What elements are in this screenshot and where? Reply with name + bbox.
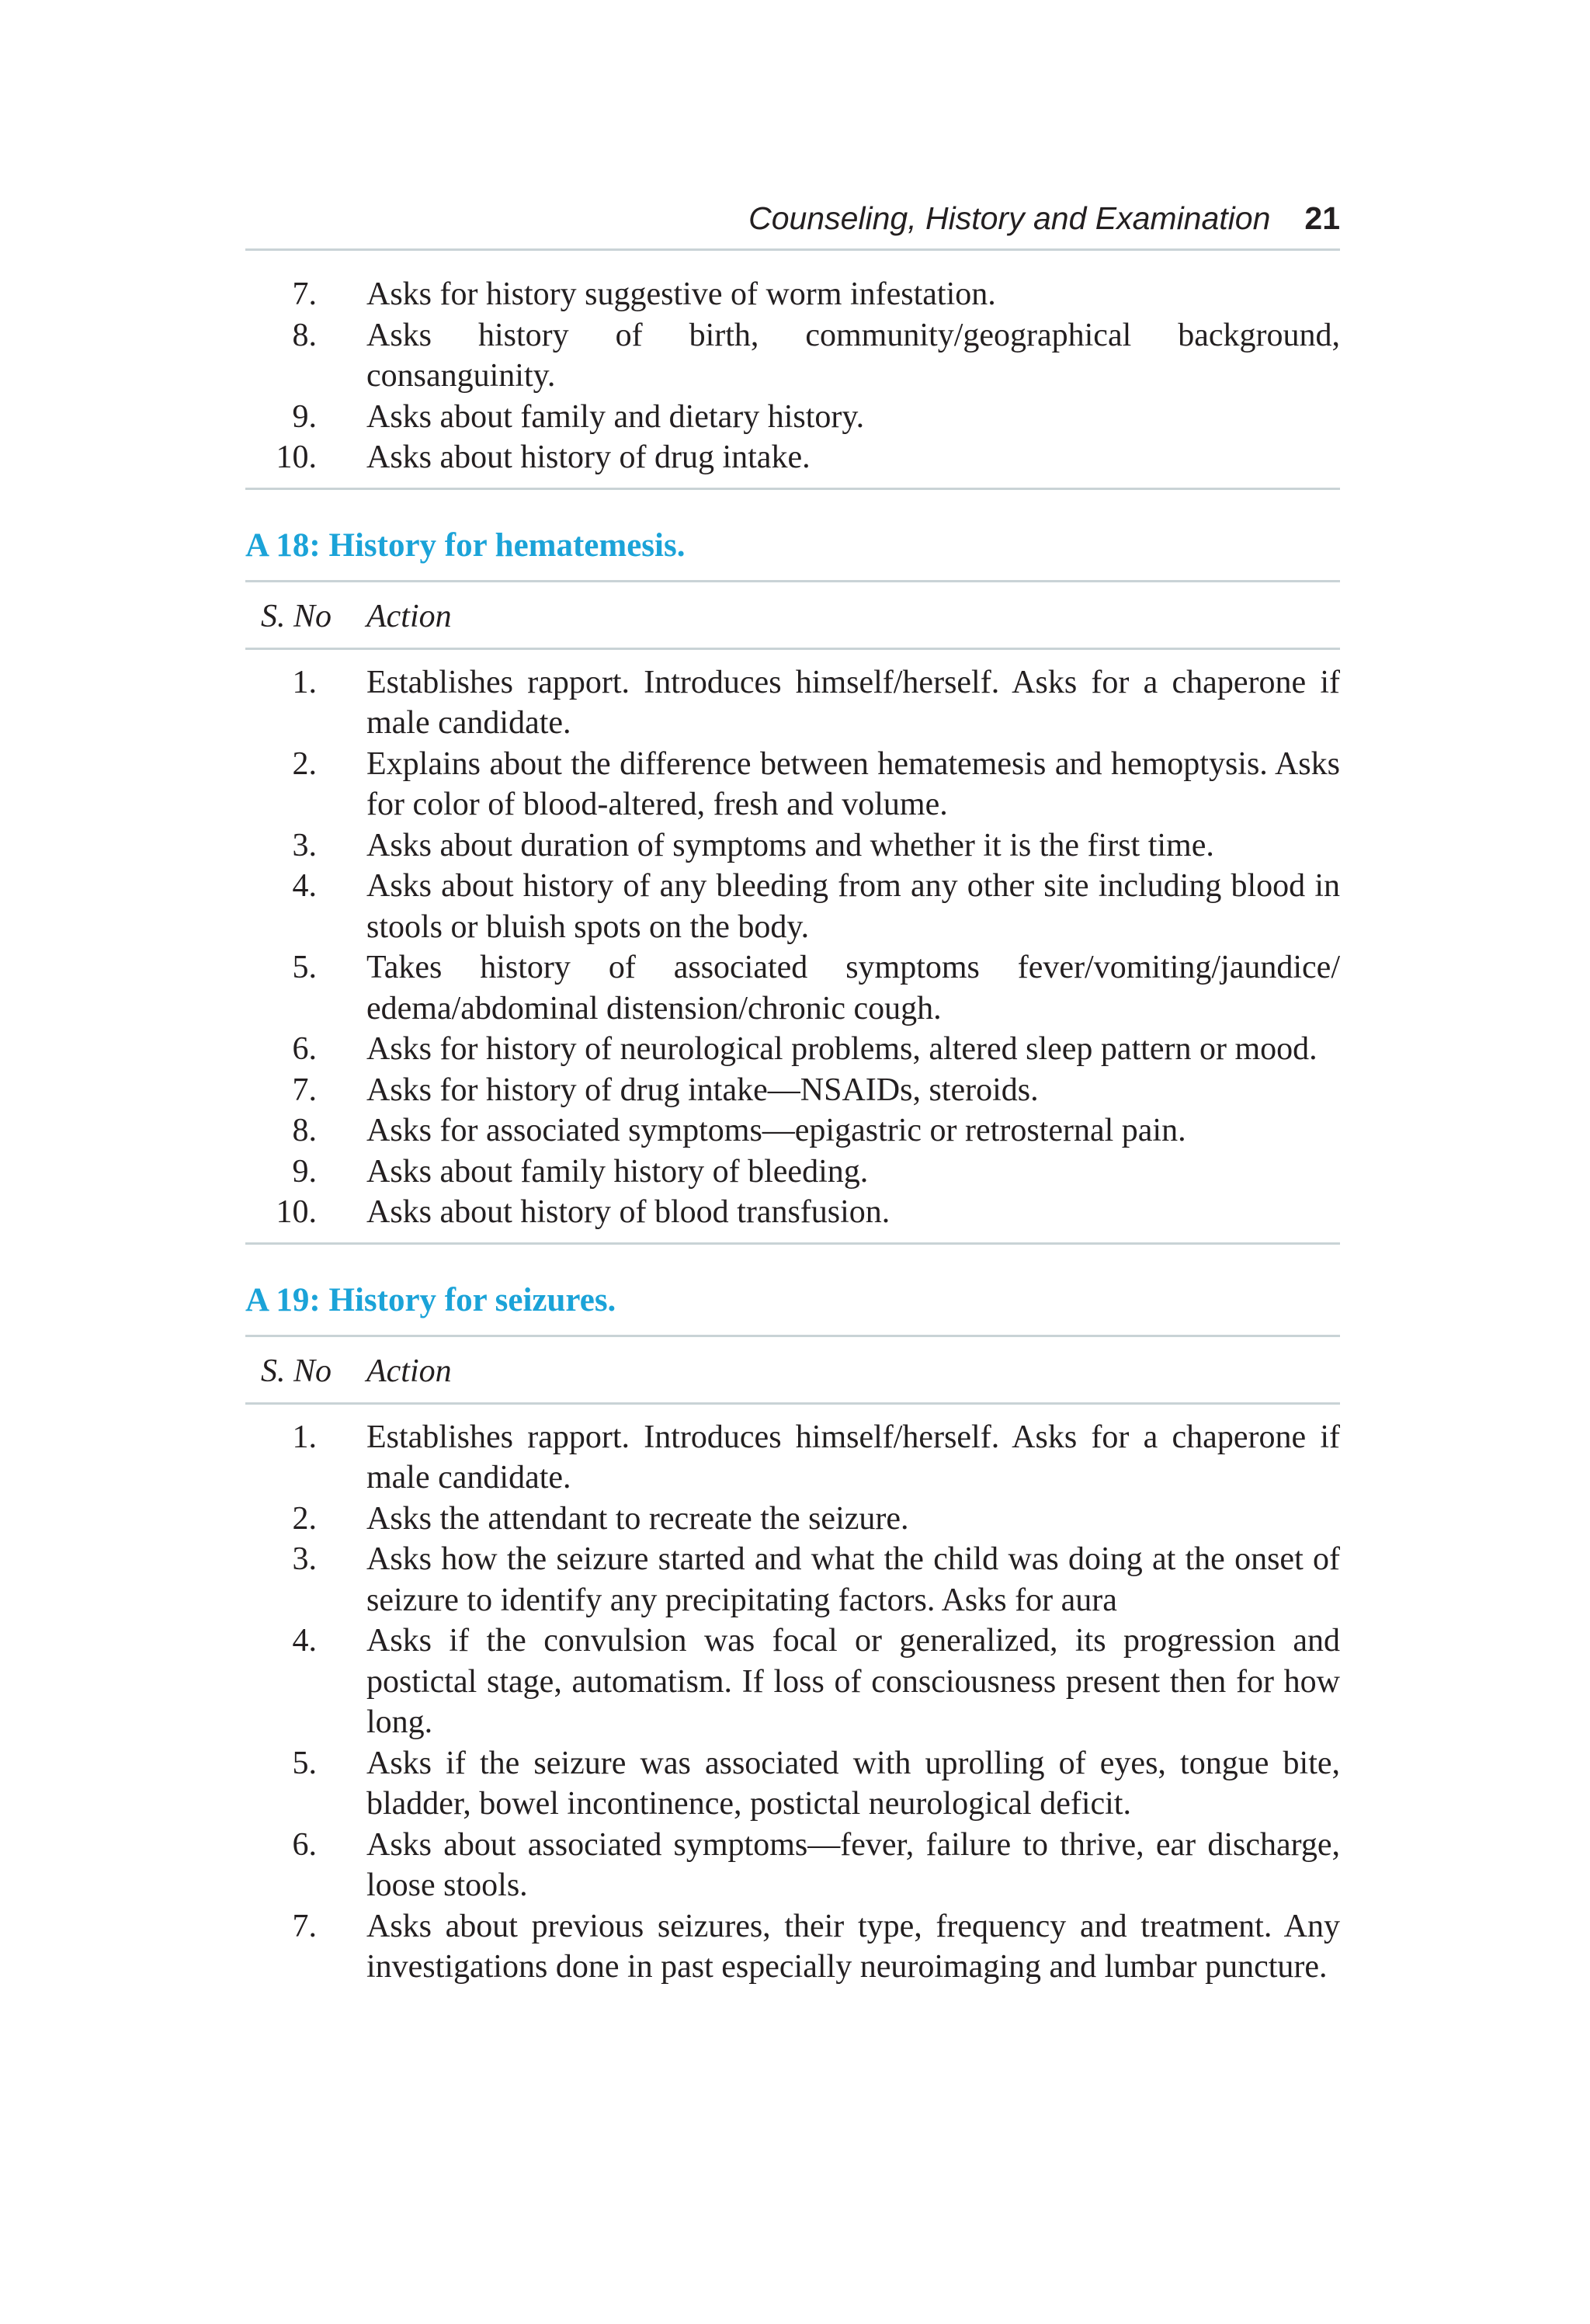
column-header-action: Action — [366, 1353, 452, 1389]
item-text: Asks for associated symptoms—epigastric or retrosternal pain. — [366, 1113, 1186, 1148]
list-item — [245, 1152, 1340, 1193]
list-item — [245, 315, 1340, 397]
column-header-sno: S. No — [261, 598, 332, 634]
item-number: 4. — [292, 1623, 317, 1659]
item-text: Asks history of birth, community/geographical background, consanguinity. — [366, 317, 1340, 394]
item-text: Asks about history of any bleeding from any other site including blood in stools or bluish spots on the body. — [366, 868, 1340, 945]
item-number: 3. — [292, 1541, 317, 1577]
book-page — [245, 194, 1340, 1997]
item-text: Asks about history of drug intake. — [366, 439, 811, 475]
item-number: 1. — [292, 1419, 317, 1455]
list-item — [245, 866, 1340, 947]
item-number: 6. — [292, 1826, 317, 1863]
item-number: 1. — [292, 664, 317, 700]
running-head-title: Counseling, History and Examination — [748, 200, 1271, 236]
list-item — [245, 1539, 1340, 1621]
item-number: 3. — [292, 827, 317, 863]
item-number: 2. — [292, 745, 317, 782]
item-text: Asks if the convulsion was focal or generalized, its progression and postictal stage, automatism. If loss of consciousness present then for how long. — [366, 1623, 1340, 1740]
item-number: 7. — [292, 1908, 317, 1944]
item-text: Takes history of associated symptoms fever/vomiting/jaundice/ edema/abdominal distension/chronic cough. — [366, 950, 1340, 1027]
item-text: Asks about duration of symptoms and whether it is the first time. — [366, 827, 1214, 863]
seizures-checklist — [245, 1405, 1340, 1997]
item-text: Asks the attendant to recreate the seizure. — [366, 1500, 909, 1537]
list-item — [245, 1192, 1340, 1233]
list-item — [245, 1906, 1340, 1988]
item-number: 9. — [292, 398, 317, 435]
item-number: 10. — [276, 1194, 317, 1230]
item-text: Asks for history of drug intake—NSAIDs, steroids. — [366, 1072, 1039, 1108]
item-number: 5. — [292, 950, 317, 985]
section-title-hematemesis: A 18: History for hematemesis. — [245, 490, 1340, 582]
item-number: 4. — [292, 868, 317, 904]
item-number: 2. — [292, 1500, 317, 1537]
list-item — [245, 825, 1340, 867]
item-text: Asks how the seizure started and what the child was doing at the onset of seizure to identify any precipitating factors. Asks for aura — [366, 1541, 1340, 1618]
item-number: 6. — [292, 1031, 317, 1067]
list-item — [245, 437, 1340, 478]
page-number: 21 — [1304, 200, 1340, 236]
list-item — [245, 1825, 1340, 1906]
list-item — [245, 1621, 1340, 1743]
list-item — [245, 947, 1340, 1029]
column-header-action: Action — [366, 598, 452, 634]
section-title-seizures: A 19: History for seizures. — [245, 1245, 1340, 1337]
item-text: Asks for history suggestive of worm infestation. — [366, 276, 996, 312]
item-number: 7. — [292, 276, 317, 312]
running-head — [245, 194, 1340, 251]
column-header-sno: S. No — [261, 1353, 332, 1389]
item-number: 5. — [292, 1745, 317, 1781]
item-number: 9. — [292, 1153, 317, 1190]
item-number: 8. — [292, 1113, 317, 1148]
item-text: Explains about the difference between hematemesis and hemoptysis. Asks for color of blood-altered, fresh and volume. — [366, 745, 1340, 822]
item-number: 10. — [276, 439, 317, 475]
list-item — [245, 1499, 1340, 1540]
item-text: Establishes rapport. Introduces himself/herself. Asks for a chaperone if male candidate. — [366, 1419, 1340, 1495]
list-item — [245, 274, 1340, 315]
list-item — [245, 1110, 1340, 1152]
item-text: Asks about previous seizures, their type, frequency and treatment. Any investigations done in past especially neuroimaging and lumbar puncture. — [366, 1908, 1340, 1985]
list-item — [245, 744, 1340, 825]
item-number: 7. — [292, 1072, 317, 1108]
list-item — [245, 1743, 1340, 1825]
item-text: Asks about family history of bleeding. — [366, 1153, 869, 1190]
item-text: Asks for history of neurological problems, altered sleep pattern or mood. — [366, 1031, 1317, 1067]
item-number: 8. — [292, 317, 317, 353]
item-text: Asks about associated symptoms—fever, failure to thrive, ear discharge, loose stools. — [366, 1826, 1340, 1903]
continued-checklist — [245, 251, 1340, 490]
list-item — [245, 1029, 1340, 1070]
list-item — [245, 397, 1340, 438]
checklist-header — [245, 1337, 1340, 1405]
list-item — [245, 1070, 1340, 1111]
item-text: Asks if the seizure was associated with uprolling of eyes, tongue bite, bladder, bowel incontinence, postictal neurological deficit. — [366, 1745, 1340, 1822]
list-item — [245, 1417, 1340, 1499]
checklist-header — [245, 582, 1340, 650]
hematemesis-checklist — [245, 650, 1340, 1245]
item-text: Asks about history of blood transfusion. — [366, 1194, 890, 1230]
item-text: Asks about family and dietary history. — [366, 398, 865, 435]
item-text: Establishes rapport. Introduces himself/herself. Asks for a chaperone if male candidate. — [366, 664, 1340, 741]
list-item — [245, 662, 1340, 744]
